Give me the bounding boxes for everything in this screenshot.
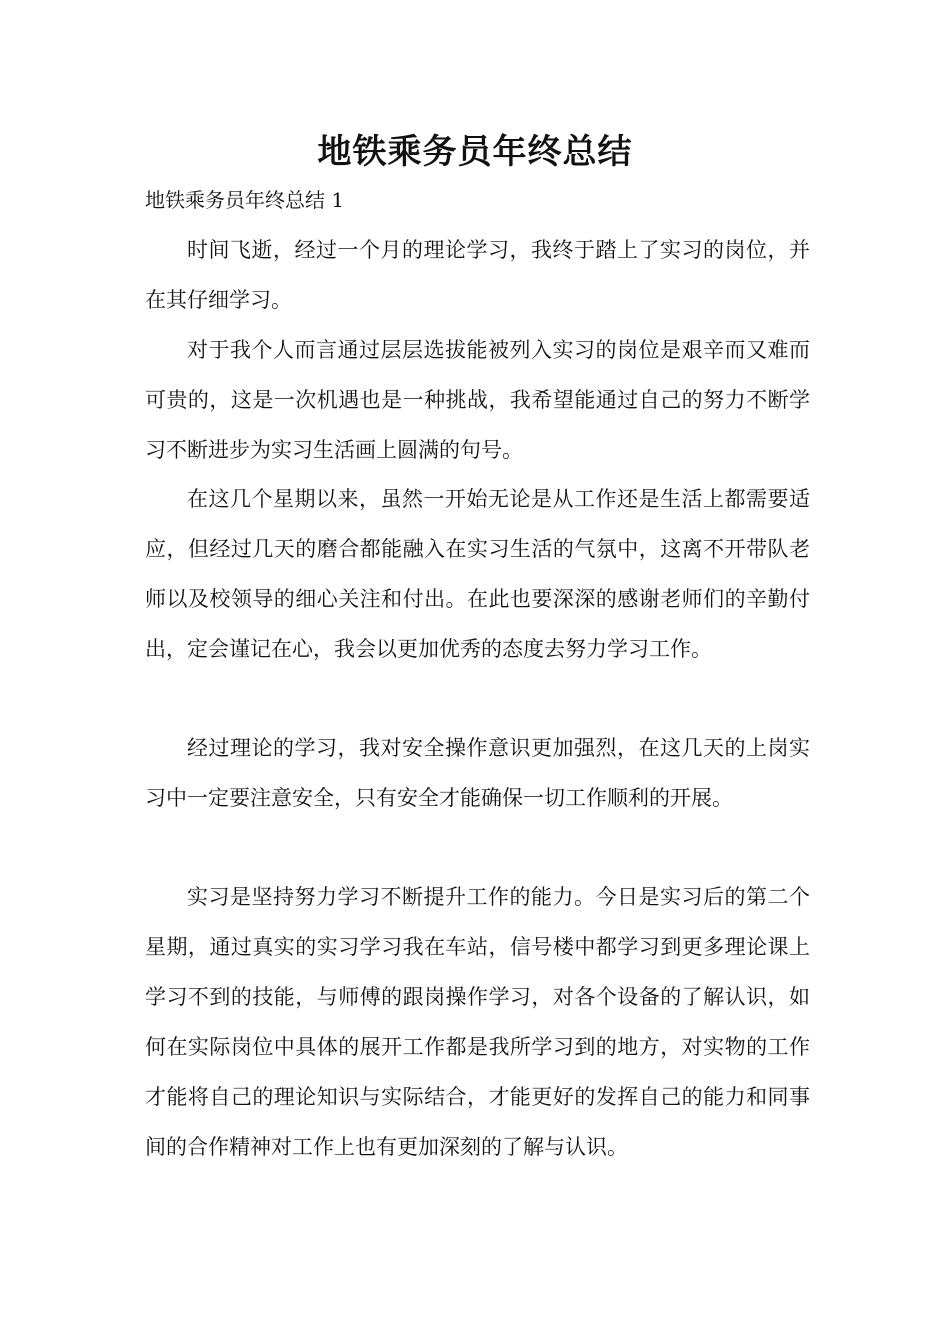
- paragraph: 实习是坚持努力学习不断提升工作的能力。今日是实习后的第二个星期，通过真实的实习学习我在车站，信号楼中都学习到更多理论课上学习不到的技能，与师傅的跟岗操作学习，对各个设备的了解认识，如何在实际岗位中具体的展开工作都是我所学习到的地方，对实物的工作才能将自己的理论知识与实际结合，才能更好的发挥自己的能力和同事间的合作精神对工作上也有更加深刻的了解与认识。: [145, 885, 810, 1159]
- paragraph: 经过理论的学习，我对安全操作意识更加强烈，在这几天的上岗实习中一定要注意安全，只有安全才能确保一切工作顺利的开展。: [145, 736, 810, 810]
- paragraph: 对于我个人而言通过层层选拔能被列入实习的岗位是艰辛而又难而可贵的，这是一次机遇也是一种挑战，我希望能通过自己的努力不断学习不断进步为实习生活画上圆满的句号。: [145, 338, 810, 462]
- paragraph: 时间飞逝，经过一个月的理论学习，我终于踏上了实习的岗位，并在其仔细学习。: [145, 238, 810, 312]
- paragraph: 在这几个星期以来，虽然一开始无论是从工作还是生活上都需要适应，但经过几天的磨合都能融入在实习生活的气氛中，这离不开带队老师以及校领导的细心关注和付出。在此也要深深的感谢老师们的辛勤付出，定会谨记在心，我会以更加优秀的态度去努力学习工作。: [145, 487, 810, 661]
- section-heading: 地铁乘务员年终总结 1: [145, 188, 345, 212]
- page-title: 地铁乘务员年终总结: [317, 132, 633, 172]
